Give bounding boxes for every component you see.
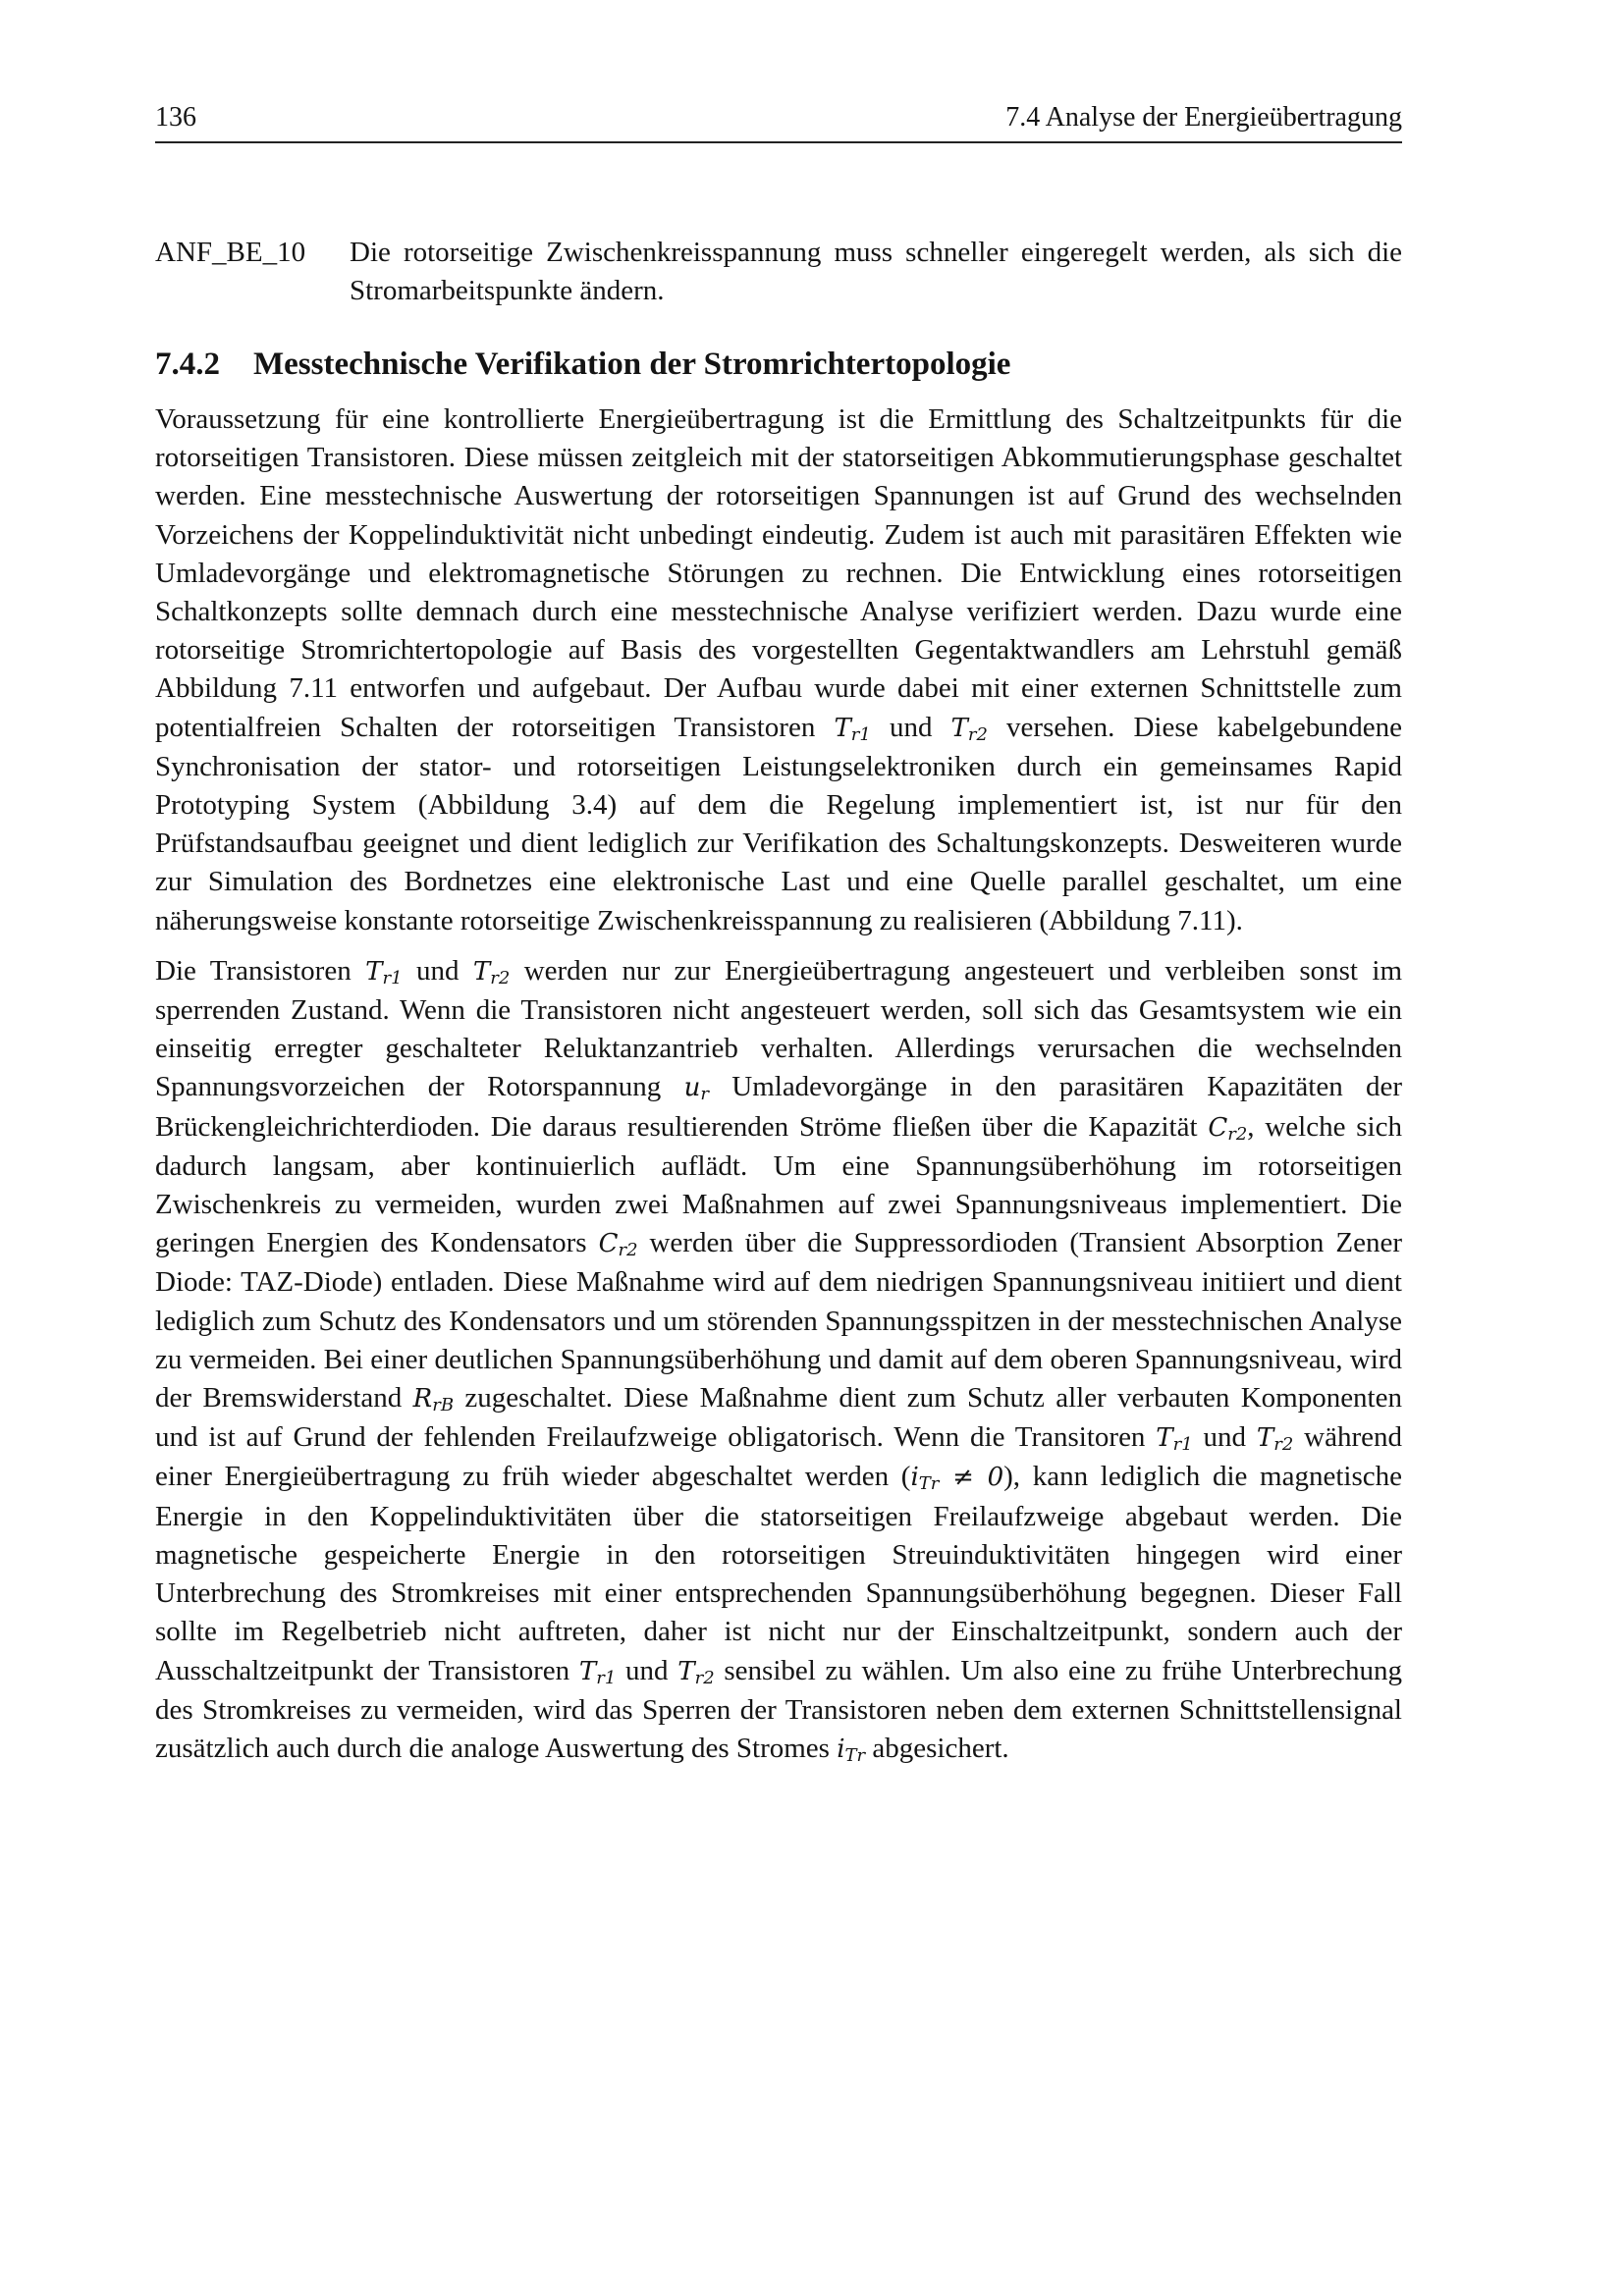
math-symbol: $T_{r2}$ xyxy=(472,956,511,988)
requirement-text: Die rotorseitige Zwischenkreisspannung muss schneller eingeregelt werden, als sich die Stromarbeitspunkte ändern. xyxy=(350,237,1402,306)
page-header xyxy=(155,98,1402,143)
math-symbol: $C_{r2}$ xyxy=(598,1229,638,1261)
requirement-entry xyxy=(155,234,1402,310)
body-text xyxy=(155,400,1402,1781)
requirement-id: ANF_BE_10 xyxy=(155,237,306,268)
math-symbol: $T_{r2}$ xyxy=(677,1656,715,1688)
math-symbol: $i_{Tr} \ne 0$ xyxy=(910,1463,1004,1495)
math-symbol: $i_{Tr}$ xyxy=(837,1734,866,1766)
section-number: 7.4.2 xyxy=(155,347,220,382)
math-symbol: $T_{r1}$ xyxy=(578,1656,617,1688)
math-symbol: $T_{r2}$ xyxy=(1256,1423,1294,1456)
section-title: Messtechnische Verifikation der Stromrichtertopologie xyxy=(253,347,1011,382)
section-heading xyxy=(155,344,1402,385)
running-chapter-title: 7.4 Analyse der Energieübertragung xyxy=(1005,102,1402,133)
math-symbol: $R_{rB}$ xyxy=(412,1384,455,1416)
paragraph-1: Voraussetzung für eine kontrollierte Energieübertragung ist die Ermittlung des Schaltzeitpunkts für die rotorseitigen Transistoren. Diese müssen zeitgleich mit der statorseitigen Abkommutierungsphase geschaltet werden. Eine messtechnische Auswertung der rotorseitigen Spannungen ist auf Grund des wechselnden Vorzeichens der Koppelinduktivität nicht unbedingt eindeutig. Zudem ist auch mit parasitären Effekten wie Umladevorgänge und elektromagnetische Störungen zu rechnen. Die Entwicklung eines rotorseitigen Schaltkonzepts sollte demnach durch eine messtechnische Analyse verifiziert werden. Dazu wurde eine rotorseitige Stromrichtertopologie auf Basis des vorgestellten Gegentaktwandlers am Lehrstuhl gemäß Abbildung 7.11 entworfen und aufgebaut. Der Aufbau wurde dabei mit einer externen Schnittstelle zum potentialfreien Schalten der rotorseitigen Transistoren $T_{r1}$ und $T_{r2}$ versehen. Diese kabelgebundene Synchronisation der stator- und rotorseitigen Leistungselektroniken durch ein gemeinsames Rapid Prototyping System (Abbildung 3.4) auf dem die Regelung implementiert ist, ist nur für den Prüfstandsaufbau geeignet und dient lediglich zur Verifikation des Schaltungskonzepts. Desweiteren wurde zur Simulation des Bordnetzes eine elektronische Last und eine Quelle parallel geschaltet, um eine näherungsweise konstante rotorseitige Zwischenkreisspannung zu realisieren (Abbildung 7.11). xyxy=(155,403,1402,936)
math-symbol: $T_{r1}$ xyxy=(834,713,871,745)
math-symbol: $T_{r2}$ xyxy=(950,713,988,745)
math-symbol: $C_{r2}$ xyxy=(1208,1112,1248,1145)
math-symbol: $u_r$ xyxy=(683,1073,709,1105)
paragraph-2: Die Transistoren $T_{r1}$ und $T_{r2}$ werden nur zur Energieübertragung angesteuert und verbleiben sonst im sperrenden Zustand. Wenn die Transistoren nicht angesteuert werden, soll sich das Gesamtsystem wie ein einseitig erregter geschalteter Reluktanzantrieb verhalten. Allerdings verursachen die wechselnden Spannungsvorzeichen der Rotorspannung $u_r$ Umladevorgänge in den parasitären Kapazitäten der Brückengleichrichterdioden. Die daraus resultierenden Ströme fließen über die Kapazität $C_{r2}$, welche sich dadurch langsam, aber kontinuierlich auflädt. Um eine Spannungsüberhöhung im rotorseitigen Zwischenkreis zu vermeiden, wurden zwei Maßnahmen auf zwei Spannungsniveaus implementiert. Die geringen Energien des Kondensators $C_{r2}$ werden über die Suppressordioden (Transient Absorption Zener Diode: TAZ-Diode) entladen. Diese Maßnahme wird auf dem niedrigen Spannungsniveau initiiert und dient lediglich zum Schutz des Kondensators und um störenden Spannungsspitzen in der messtechnischen Analyse zu vermeiden. Bei einer deutlichen Spannungsüberhöhung und damit auf dem oberen Spannungsniveau, wird der Bremswiderstand $R_{rB}$ zugeschaltet. Diese Maßnahme dient zum Schutz aller verbauten Komponenten und ist auf Grund der fehlenden Freilaufzweige obligatorisch. Wenn die Transitoren $T_{r1}$ und $T_{r2}$ während einer Energieübertragung zu früh wieder abgeschaltet werden $(i_{Tr} \ne 0)$, kann lediglich die magnetische Energie in den Koppelinduktivitäten über die statorseitigen Freilaufzweige abgebaut werden. Die magnetische gespeicherte Energie in den rotorseitigen Streuinduktivitäten hingegen wird einer Unterbrechung des Stromkreises mit einer entsprechenden Spannungsüberhöhung begegnen. Dieser Fall sollte im Regelbetrieb nicht auftreten, daher ist nicht nur der Einschaltzeitpunkt, sondern auch der Ausschaltzeitpunkt der Transistoren $T_{r1}$ und $T_{r2}$ sensibel zu wählen. Um also eine zu frühe Unterbrechung des Stromkreises zu vermeiden, wird das Sperren der Transistoren neben dem externen Schnittstellensignal zusätzlich auch durch die analoge Auswertung des Stromes $i_{Tr}$ abgesichert. xyxy=(155,954,1403,1766)
math-symbol: $T_{r1}$ xyxy=(365,956,403,988)
math-symbol: $T_{r1}$ xyxy=(1156,1423,1193,1456)
page-number: 136 xyxy=(155,102,196,133)
